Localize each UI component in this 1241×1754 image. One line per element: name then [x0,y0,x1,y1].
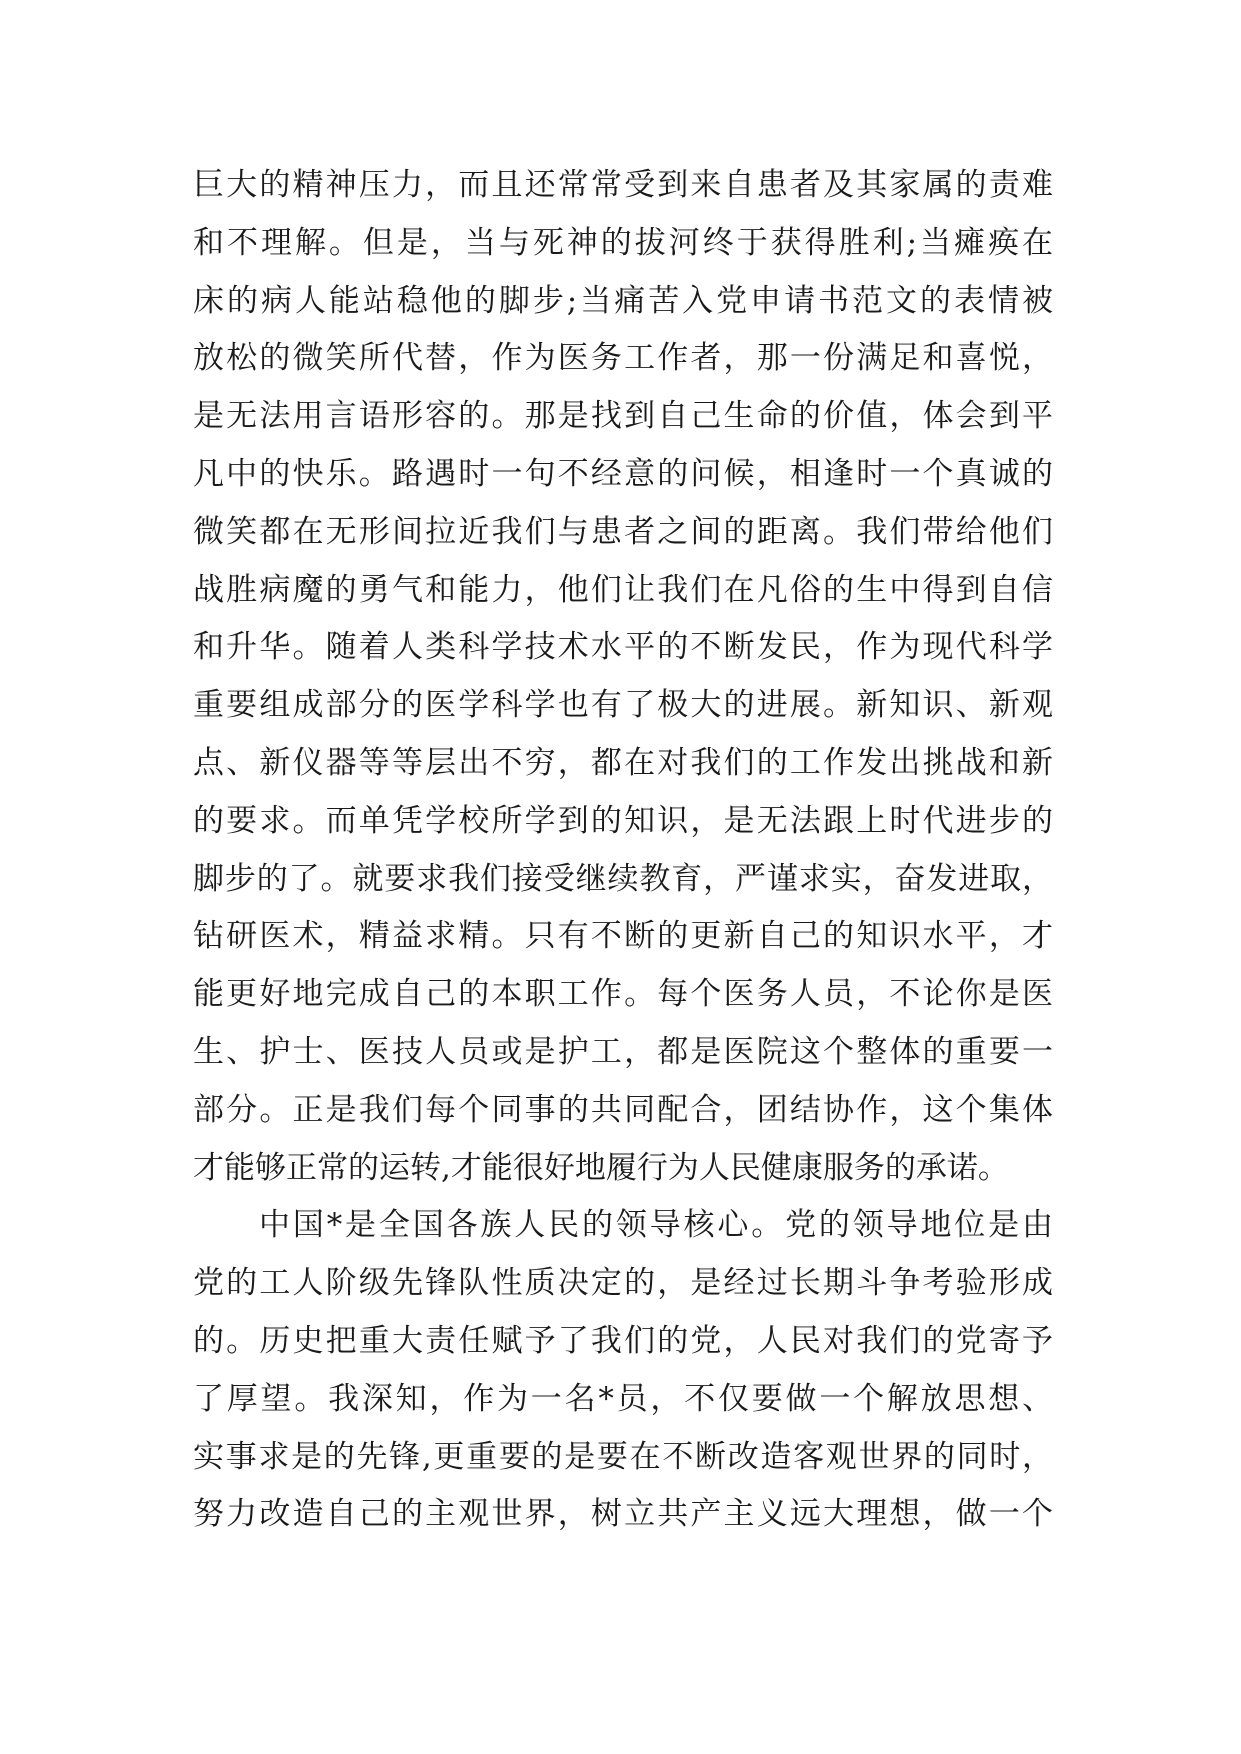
text-line: 才能够正常的运转,才能很好地履行为人民健康服务的承诺。 [193,1149,1009,1186]
text-line: 的要求。而单凭学校所学到的知识，是无法跟上时代进步的 [193,802,1053,839]
text-line: 脚步的了。就要求我们接受继续教育，严谨求实，奋发进取， [193,860,1053,897]
text-line: 生、护士、医技人员或是护工，都是医院这个整体的重要一 [193,1033,1053,1070]
text-line: 点、新仪器等等层出不穷，都在对我们的工作发出挑战和新 [193,744,1053,781]
text-line: 努力改造自己的主观世界，树立共产主义远大理想，做一个 [193,1496,1053,1533]
text-line: 实事求是的先锋,更重要的是要在不断改造客观世界的同时， [193,1438,1053,1475]
text-line: 中国*是全国各族人民的领导核心。党的领导地位是由 [259,1207,1053,1244]
text-line: 放松的微笑所代替，作为医务工作者，那一份满足和喜悦， [193,340,1053,377]
text-line: 了厚望。我深知，作为一名*员，不仅要做一个解放思想、 [193,1380,1053,1417]
text-line: 的。历史把重大责任赋予了我们的党，人民对我们的党寄予 [193,1322,1053,1359]
text-line: 钻研医术，精益求精。只有不断的更新自己的知识水平，才 [193,918,1053,955]
text-line: 重要组成部分的医学科学也有了极大的进展。新知识、新观 [193,687,1053,724]
text-line: 微笑都在无形间拉近我们与患者之间的距离。我们带给他们 [193,513,1053,550]
paragraph-1 [193,157,1053,1197]
text-line: 和升华。随着人类科学技术水平的不断发民，作为现代科学 [193,629,1053,666]
text-line: 床的病人能站稳他的脚步;当痛苦入党申请书范文的表情被 [193,282,1053,319]
text-line: 党的工人阶级先锋队性质决定的，是经过长期斗争考验形成 [193,1265,1053,1302]
body-text [193,157,1053,1544]
text-line: 和不理解。但是，当与死神的拔河终于获得胜利;当瘫痪在 [193,224,1053,261]
text-line: 巨大的精神压力，而且还常常受到来自患者及其家属的责难 [193,167,1053,203]
text-line: 部分。正是我们每个同事的共同配合，团结协作，这个集体 [193,1091,1053,1128]
text-line: 是无法用言语形容的。那是找到自己生命的价值，体会到平 [193,398,1053,435]
text-line: 能更好地完成自己的本职工作。每个医务人员，不论你是医 [193,976,1053,1013]
text-line: 凡中的快乐。路遇时一句不经意的问候，相逢时一个真诚的 [193,455,1053,492]
text-line: 战胜病魔的勇气和能力，他们让我们在凡俗的生中得到自信 [193,571,1053,608]
paragraph-2 [193,1197,1053,1544]
